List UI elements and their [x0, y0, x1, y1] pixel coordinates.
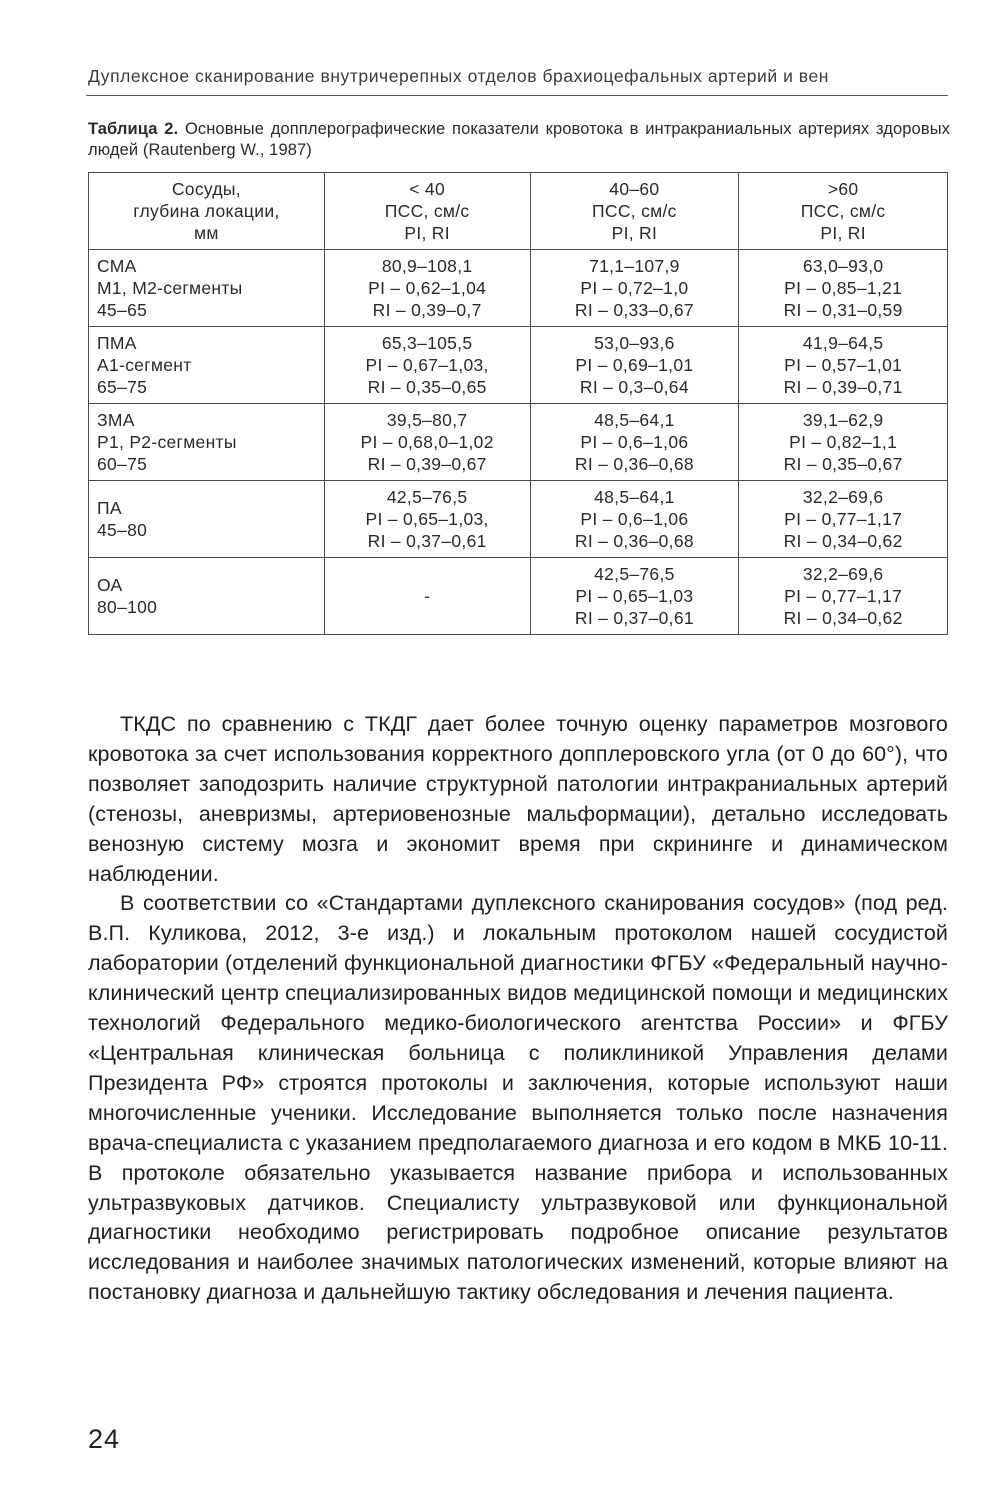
cell-line: RI – 0,36–0,68 [574, 454, 694, 474]
header-age-under-40 [324, 173, 530, 250]
cell-line: 32,2–69,6 [802, 487, 884, 507]
cell-line: 71,1–107,9 [589, 256, 680, 276]
cell-line: PI – 0,67–1,03, [365, 355, 489, 375]
cell-line: RI – 0,31–0,59 [783, 300, 903, 320]
header-age-over-60 [739, 173, 948, 250]
cell-line: 80–100 [97, 597, 158, 617]
cell-line: 41,9–64,5 [802, 333, 884, 353]
cell-line: 65–75 [97, 377, 148, 397]
header-vessels [89, 173, 325, 250]
cell-line: А1-сегмент [97, 355, 192, 375]
value-cell [324, 481, 530, 558]
header-line: мм [194, 223, 219, 243]
table-row [89, 558, 948, 635]
cell-line: PI – 0,57–1,01 [784, 355, 903, 375]
cell-line: 39,1–62,9 [802, 410, 884, 430]
table-header-row [89, 173, 948, 250]
vessel-cell [89, 404, 325, 481]
cell-line: 63,0–93,0 [802, 256, 884, 276]
cell-line: PI – 0,62–1,04 [368, 278, 487, 298]
running-head: Дуплексное сканирование внутричерепных отделов брахиоцефальных артерий и вен [88, 66, 829, 86]
value-cell [324, 327, 530, 404]
cell-line: 32,2–69,6 [802, 564, 884, 584]
cell-line: ЗМА [97, 410, 135, 430]
header-line: ПСС, см/с [384, 201, 470, 221]
vessel-cell [89, 481, 325, 558]
cell-line: RI – 0,35–0,65 [367, 377, 487, 397]
header-line: PI, RI [611, 223, 658, 243]
cell-line: 39,5–80,7 [386, 410, 468, 430]
header-age-40-60 [530, 173, 739, 250]
value-cell [739, 250, 948, 327]
header-line: ПСС, см/с [592, 201, 677, 221]
cell-line: PI – 0,6–1,06 [580, 509, 689, 529]
cell-line: RI – 0,37–0,61 [367, 531, 487, 551]
body-text [88, 710, 948, 1308]
cell-line: - [424, 586, 431, 606]
paragraph: В соответствии со «Стандартами дуплексного сканирования сосудов» (под ред. В.П. Куликова, 2012, 3-е изд.) и локальным протоколом нашей сосудистой лаборатории (отделений функциональной диагностики ФГБУ «Федеральный научно-клинический центр специализированных видов медицинской помощи и медицинских технологий Федерального медико-биологического агентства России» и ФГБУ «Центральная клиническая больница с поликлиникой Управления делами Президента РФ» строятся протоколы и заключения, которые используют наши многочисленные ученики. Исследование выполняется только после назначения врача-специалиста с указанием предполагаемого диагноза и его кодом в МКБ 10-11. В протоколе обязательно указывается название прибора и использованных ультразвуковых датчиков. Специалисту ультразвуковой или функциональной диагностики необходимо регистрировать подробное описание результатов исследования и наиболее значимых патологических изменений, которые влияют на постановку диагноза и дальнейшую тактику обследования и лечения пациента. [88, 891, 948, 1305]
header-line: >60 [827, 179, 859, 199]
page-number: 24 [88, 1424, 121, 1454]
cell-line: 42,5–76,5 [386, 487, 468, 507]
value-cell [530, 250, 739, 327]
cell-line: PI – 0,77–1,17 [784, 586, 903, 606]
paragraph: ТКДС по сравнению с ТКДГ дает более точную оценку параметров мозгового кровотока за счет использования корректного допплеровского угла (от 0 до 60°), что позволяет заподозрить наличие структурной патологии интракраниальных артерий (стенозы, аневризмы, артериовенозные мальформации), детально исследовать венозную систему мозга и экономит время при скрининге и динамическом наблюдении. [88, 712, 948, 886]
value-cell [530, 327, 739, 404]
cell-line: RI – 0,39–0,67 [367, 454, 487, 474]
header-line: Сосуды, [171, 179, 241, 199]
header-line: PI, RI [820, 223, 866, 243]
value-cell [530, 558, 739, 635]
cell-line: RI – 0,3–0,64 [579, 377, 689, 397]
table-row [89, 481, 948, 558]
cell-line: PI – 0,82–1,1 [789, 432, 898, 452]
cell-line: 53,0–93,6 [594, 333, 675, 353]
header-line: глубина локации, [133, 201, 280, 221]
table-row [89, 404, 948, 481]
cell-line: 45–65 [97, 300, 148, 320]
vessel-cell [89, 558, 325, 635]
cell-line: PI – 0,65–1,03 [575, 586, 694, 606]
cell-line: PI – 0,65–1,03, [365, 509, 489, 529]
doppler-table [88, 172, 948, 635]
cell-line: RI – 0,35–0,67 [783, 454, 903, 474]
cell-line: PI – 0,69–1,01 [575, 355, 694, 375]
vessel-cell [89, 327, 325, 404]
cell-line: 48,5–64,1 [594, 487, 675, 507]
cell-line: СМА [97, 256, 137, 276]
value-cell [739, 558, 948, 635]
cell-line: PI – 0,6–1,06 [580, 432, 689, 452]
header-line: PI, RI [404, 223, 450, 243]
cell-line: RI – 0,33–0,67 [574, 300, 694, 320]
header-line: < 40 [409, 179, 445, 199]
cell-line: PI – 0,77–1,17 [784, 509, 903, 529]
table-caption-text: Основные допплерографические показатели кровотока в интракраниальных артериях здоровых людей (Rautenberg W., 1987) [88, 120, 951, 159]
header-line: ПСС, см/с [800, 201, 886, 221]
cell-line: 48,5–64,1 [594, 410, 675, 430]
cell-line: PI – 0,68,0–1,02 [360, 432, 494, 452]
cell-line: Р1, Р2-сегменты [97, 432, 237, 452]
value-cell [324, 404, 530, 481]
value-cell [739, 481, 948, 558]
cell-line: М1, М2-сегменты [97, 278, 243, 298]
cell-line: 60–75 [97, 454, 148, 474]
cell-line: 65,3–105,5 [381, 333, 473, 353]
value-cell [324, 250, 530, 327]
table-row [89, 327, 948, 404]
value-cell [739, 404, 948, 481]
cell-line: RI – 0,34–0,62 [783, 608, 903, 628]
cell-line: 42,5–76,5 [594, 564, 675, 584]
cell-line: RI – 0,37–0,61 [574, 608, 694, 628]
header-line: 40–60 [609, 179, 660, 199]
cell-line: ОА [97, 575, 123, 595]
cell-line: RI – 0,39–0,7 [372, 300, 482, 320]
cell-line: ПА [97, 498, 122, 518]
value-cell [530, 481, 739, 558]
cell-line: ПМА [97, 333, 137, 353]
table-caption-label: Таблица 2. [88, 120, 179, 138]
value-cell [530, 404, 739, 481]
vessel-cell [89, 250, 325, 327]
table-caption [88, 119, 950, 161]
header-divider [86, 95, 948, 96]
table-row [89, 250, 948, 327]
cell-line: PI – 0,72–1,0 [580, 278, 689, 298]
cell-line: 80,9–108,1 [381, 256, 473, 276]
cell-line: PI – 0,85–1,21 [784, 278, 903, 298]
cell-line: RI – 0,39–0,71 [783, 377, 903, 397]
value-cell [739, 327, 948, 404]
cell-line: RI – 0,34–0,62 [783, 531, 903, 551]
cell-line: 45–80 [97, 520, 148, 540]
value-cell [324, 558, 530, 635]
cell-line: RI – 0,36–0,68 [574, 531, 694, 551]
